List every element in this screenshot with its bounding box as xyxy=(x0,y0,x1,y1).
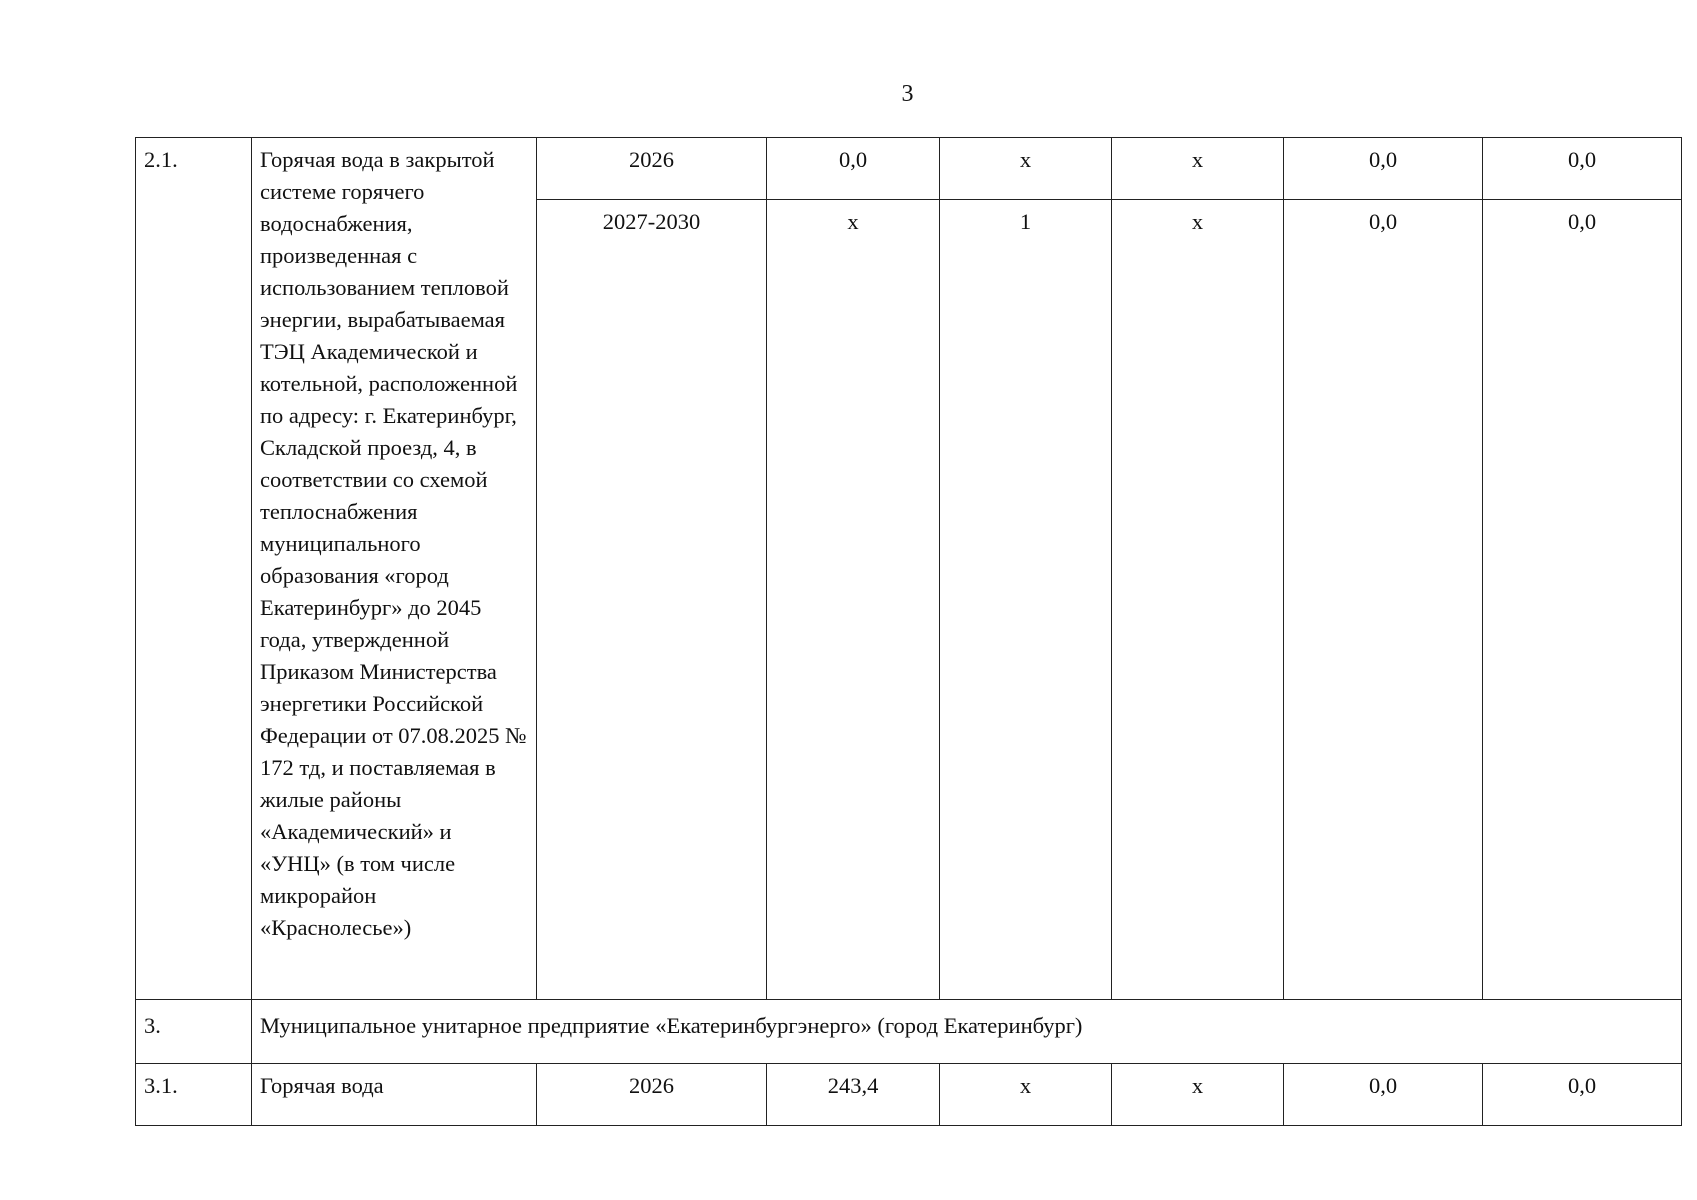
period-cell: 2026 xyxy=(537,138,767,200)
value-cell-3: х xyxy=(1112,138,1284,200)
value-cell-1: 243,4 xyxy=(767,1064,940,1126)
table-row-2-1-2026 xyxy=(136,138,1682,200)
value-cell-3: х xyxy=(1112,1064,1284,1126)
section-heading: Муниципальное унитарное предприятие «Екатеринбургэнерго» (город Екатеринбург) xyxy=(252,1000,1682,1064)
value-cell-2: х xyxy=(940,1064,1112,1126)
value-cell-5: 0,0 xyxy=(1483,200,1682,1000)
value-cell-3: х xyxy=(1112,200,1284,1000)
value-cell-5: 0,0 xyxy=(1483,138,1682,200)
value-cell-4: 0,0 xyxy=(1284,200,1483,1000)
table-row-3 xyxy=(136,1000,1682,1064)
value-cell-1: 0,0 xyxy=(767,138,940,200)
value-cell-2: 1 xyxy=(940,200,1112,1000)
row-name: Горячая вода xyxy=(252,1064,537,1126)
value-cell-2: х xyxy=(940,138,1112,200)
row-number: 3.1. xyxy=(136,1064,252,1126)
row-number: 3. xyxy=(136,1000,252,1064)
row-name: Горячая вода в закрытой системе горячего водоснабжения, произведенная с использованием тепловой энергии, вырабатываемая ТЭЦ Академической и котельной, расположенной по адресу: г. Екатеринбург, Складской проезд, 4, в соответствии со схемой теплоснабжения муниципального образования «город Екатеринбург» до 2045 года, утвержденной Приказом Министерства энергетики Российской Федерации от 07.08.2025 № 172 тд, и поставляемая в жилые районы «Академический» и «УНЦ» (в том числе микрорайон «Краснолесье») xyxy=(252,138,537,1000)
period-cell: 2026 xyxy=(537,1064,767,1126)
value-cell-4: 0,0 xyxy=(1284,138,1483,200)
value-cell-1: х xyxy=(767,200,940,1000)
table-row-3-1 xyxy=(136,1064,1682,1126)
row-number: 2.1. xyxy=(136,138,252,1000)
value-cell-4: 0,0 xyxy=(1284,1064,1483,1126)
period-cell: 2027-2030 xyxy=(537,200,767,1000)
value-cell-5: 0,0 xyxy=(1483,1064,1682,1126)
tariff-table xyxy=(135,137,1682,1126)
page-number: 3 xyxy=(901,81,914,107)
